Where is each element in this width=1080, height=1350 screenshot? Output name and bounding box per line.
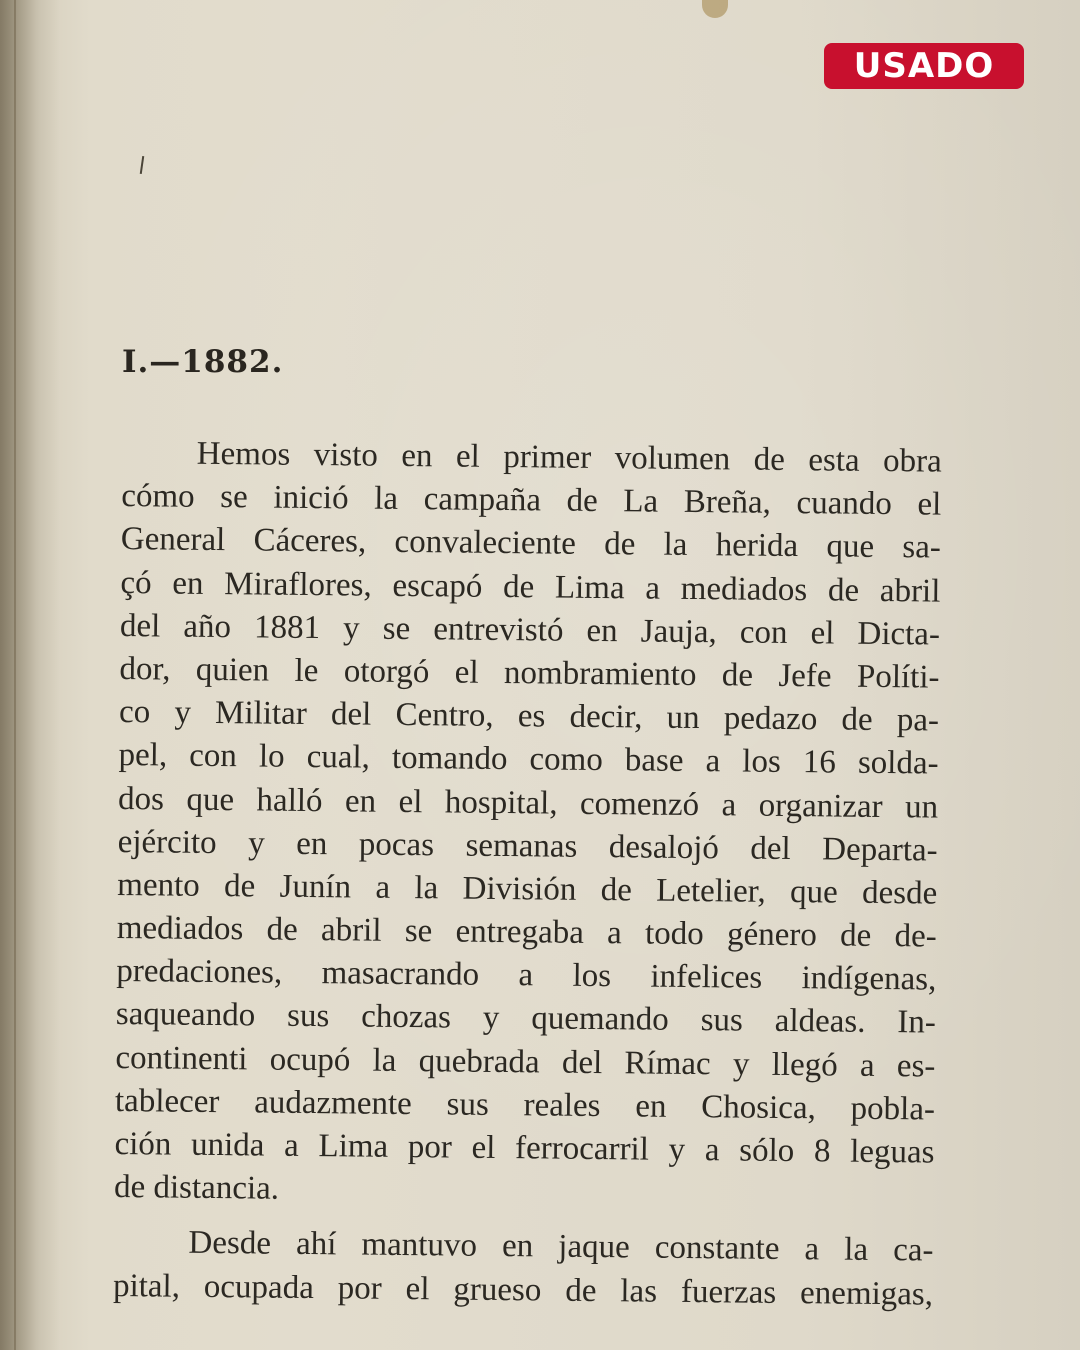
text-line: de distancia. (113, 1169, 280, 1207)
text-line: Hemos visto en el primer volumen de esta obra (196, 435, 942, 480)
text-line: del año 1881 y se entrevistó en Jauja, con el Dicta- (119, 607, 941, 653)
text-line: Desde ahí mantuvo en jaque constante a la ca- (188, 1225, 934, 1269)
text-line: mento de Junín a la División de Letelier, que desde (117, 866, 938, 912)
text-line: General Cáceres, convaleciente de la herida que sa- (120, 521, 942, 566)
text-line: pel, con lo cual, tomando como base a los 16 solda- (118, 737, 939, 782)
text-line: ción unida a Lima por el ferrocarril y a sólo 8 leguas (114, 1125, 935, 1171)
page-edge (14, 0, 16, 1350)
text-line: mediados de abril se entregaba a todo género de de- (116, 910, 937, 955)
text-line: çó en Miraflores, escapó de Lima a mediados de abril (120, 564, 941, 610)
text-line: predaciones, masacrando a los infelices indígenas, (116, 953, 937, 998)
paper-stain (702, 0, 728, 18)
text-line: dos que halló en el hospital, comenzó a organizar un (117, 780, 939, 826)
text-line: dor, quien le otorgó el nombramiento de Jefe Políti- (119, 650, 940, 696)
text-line: co y Militar del Centro, es decir, un pedazo de pa- (118, 694, 940, 739)
text-line: ejército y en pocas semanas desalojó del Departa- (117, 823, 938, 869)
text-line: cómo se inició la campaña de La Breña, cuando el (121, 478, 942, 523)
gutter-shadow (0, 0, 60, 1350)
section-heading: I.—1882. (122, 344, 284, 380)
used-badge: USADO (824, 43, 1024, 89)
text-line: tablecer audazmente sus reales en Chosica, pobla- (114, 1082, 936, 1128)
text-line: continenti ocupó la quebrada del Rímac y llegó a es- (115, 1039, 936, 1085)
text-line: pital, ocupada por el grueso de las fuerzas enemigas, (112, 1267, 934, 1313)
pencil-mark (140, 156, 144, 174)
body-text (113, 432, 942, 1316)
text-line: saqueando sus chozas y quemando sus aldeas. In- (115, 996, 937, 1041)
